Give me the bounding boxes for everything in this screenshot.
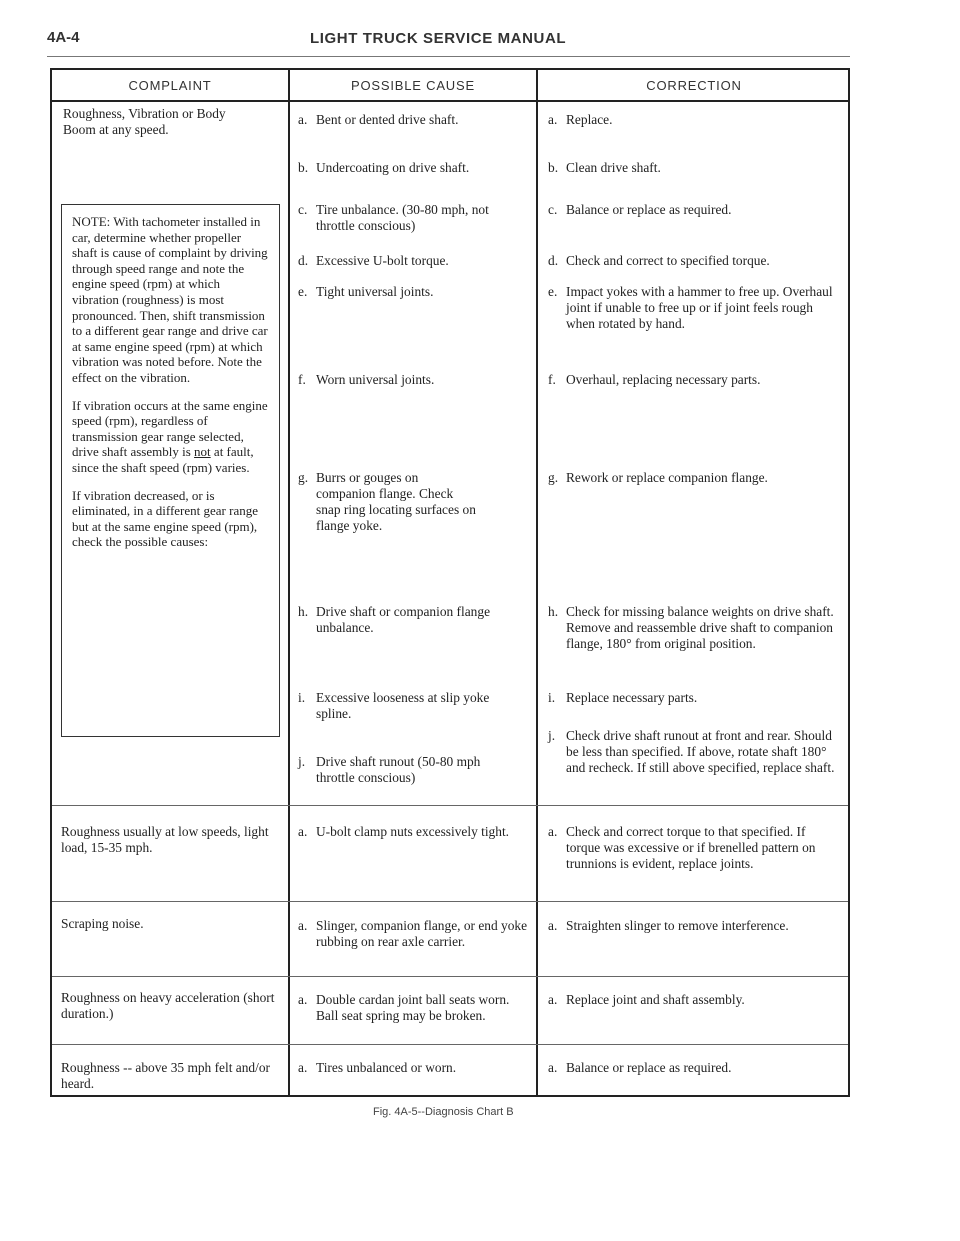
header-divider bbox=[52, 100, 848, 102]
cause-item: c. Tire unbalance. (30-80 mph, not throttle conscious) bbox=[298, 202, 489, 233]
header-complaint: COMPLAINT bbox=[128, 78, 212, 93]
note-paragraph: If vibration decreased, or is eliminated, in a different gear range but at the same engine speed (rpm), check the possible causes: bbox=[72, 487, 259, 550]
cause-item: h. Drive shaft or companion flange unbalance. bbox=[298, 604, 491, 635]
row-divider bbox=[52, 976, 848, 977]
header-correction: CORRECTION bbox=[646, 78, 742, 93]
correction-item: f. Overhaul, replacing necessary parts. bbox=[548, 372, 761, 387]
complaint-text: Scraping noise. bbox=[61, 916, 144, 931]
page-number: 4A-4 bbox=[47, 29, 80, 46]
correction-item: h. Check for missing balance weights on drive shaft. Remove and reassemble drive shaft to companion flange, 180° from original position. bbox=[548, 604, 834, 651]
note-paragraph: If vibration occurs at the same engine speed (rpm), regardless of transmission gear range selected, drive shaft assembly is not at fault, since the shaft speed (rpm) varies. bbox=[72, 397, 268, 475]
cause-item: a. Bent or dented drive shaft. bbox=[298, 112, 459, 127]
cause-item: a. Double cardan joint ball seats worn. Ball seat spring may be broken. bbox=[298, 992, 510, 1023]
cause-item: a. Slinger, companion flange, or end yoke rubbing on rear axle carrier. bbox=[298, 918, 528, 949]
cause-item: g. Burrs or gouges on companion flange. Check snap ring locating surfaces on flange yoke. bbox=[298, 470, 476, 533]
diagnosis-table bbox=[50, 68, 850, 1097]
column-divider bbox=[536, 70, 538, 1095]
cause-item: f. Worn universal joints. bbox=[298, 372, 435, 387]
correction-item: b. Clean drive shaft. bbox=[548, 160, 661, 175]
complaint-text: Roughness, Vibration or Body Boom at any speed. bbox=[63, 106, 226, 137]
column-divider bbox=[288, 70, 290, 1095]
correction-item: d. Check and correct to specified torque. bbox=[548, 253, 770, 268]
note-paragraph: NOTE: With tachometer installed in car, determine whether propeller shaft is cause of complaint by driving through speed range and note the engine speed (rpm) at which vibration (roughness) is most pronounced. Then, shift transmission to a different gear range and drive car at same engine speed (rpm) at which vibration was noted before. Note the effect on the vibration. bbox=[72, 214, 268, 385]
header-rule bbox=[47, 56, 850, 57]
cause-item: i. Excessive looseness at slip yoke spline. bbox=[298, 690, 490, 721]
row-divider bbox=[52, 901, 848, 902]
header-possible-cause: POSSIBLE CAUSE bbox=[351, 78, 475, 93]
correction-item: g. Rework or replace companion flange. bbox=[548, 470, 768, 485]
running-title: LIGHT TRUCK SERVICE MANUAL bbox=[310, 30, 567, 47]
complaint-text: Roughness on heavy acceleration (short duration.) bbox=[61, 990, 275, 1021]
row-divider bbox=[52, 1044, 848, 1045]
correction-item: a. Replace. bbox=[548, 112, 613, 127]
correction-item: i. Replace necessary parts. bbox=[548, 690, 698, 705]
correction-item: c. Balance or replace as required. bbox=[548, 202, 732, 217]
cause-item: e. Tight universal joints. bbox=[298, 284, 434, 299]
cause-item: a. U-bolt clamp nuts excessively tight. bbox=[298, 824, 510, 839]
tachometer-note bbox=[61, 204, 280, 737]
cause-item: j. Drive shaft runout (50-80 mph throttle conscious) bbox=[298, 754, 481, 785]
correction-item: a. Balance or replace as required. bbox=[548, 1060, 732, 1075]
correction-item: a. Check and correct torque to that specified. If torque was excessive or if brenelled pattern on trunnions is evident, replace joints. bbox=[548, 824, 816, 871]
correction-item: j. Check drive shaft runout at front and rear. Should be less than specified. If above, rotate shaft 180° and recheck. If still above specified, replace shaft. bbox=[548, 728, 835, 775]
correction-item: e. Impact yokes with a hammer to free up. Overhaul joint if unable to free up or if joint feels rough when rotated by hand. bbox=[548, 284, 833, 331]
row-divider bbox=[52, 805, 848, 806]
correction-item: a. Replace joint and shaft assembly. bbox=[548, 992, 745, 1007]
figure-caption: Fig. 4A-5--Diagnosis Chart B bbox=[373, 1106, 514, 1118]
cause-item: d. Excessive U-bolt torque. bbox=[298, 253, 449, 268]
emphasis-not: not bbox=[194, 444, 211, 460]
cause-item: a. Tires unbalanced or worn. bbox=[298, 1060, 457, 1075]
complaint-text: Roughness -- above 35 mph felt and/or heard. bbox=[61, 1060, 270, 1091]
cause-item: b. Undercoating on drive shaft. bbox=[298, 160, 470, 175]
complaint-text: Roughness usually at low speeds, light load, 15-35 mph. bbox=[61, 824, 269, 855]
correction-item: a. Straighten slinger to remove interference. bbox=[548, 918, 789, 933]
